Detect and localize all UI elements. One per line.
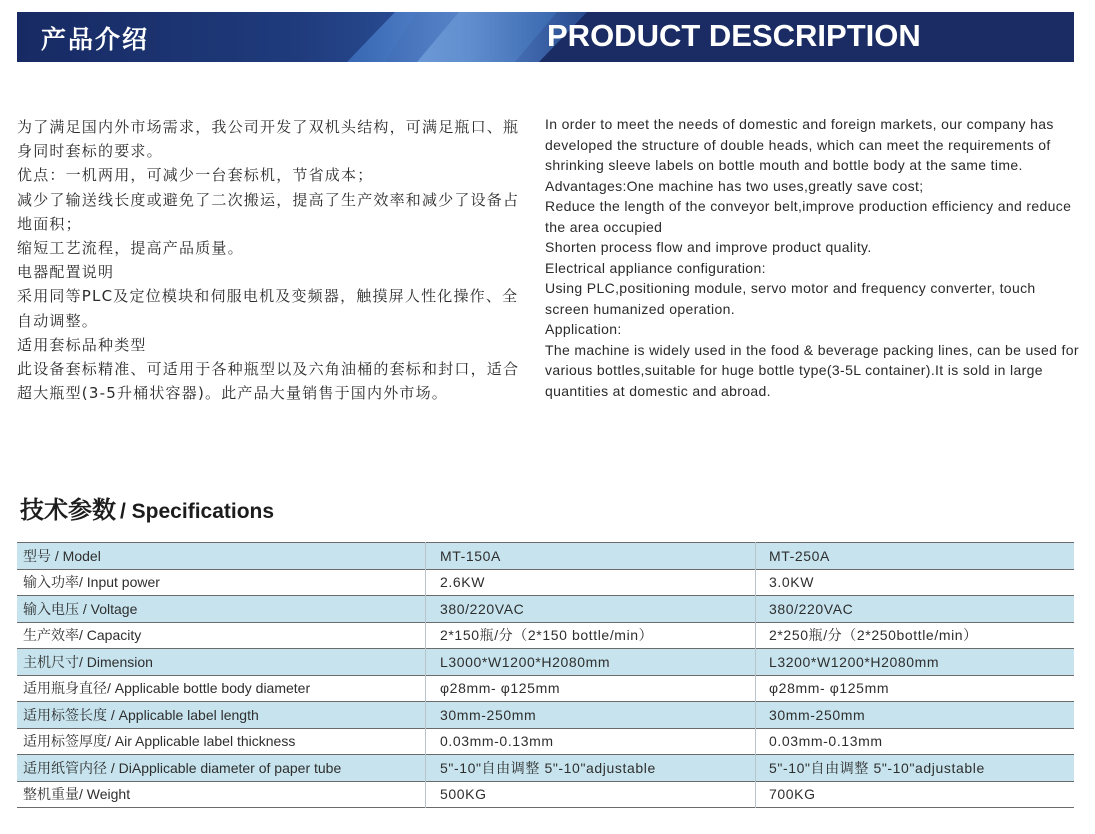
specifications-heading-cn: 技术参数 [20,496,116,524]
spec-label: 整机重量/ Weight [17,781,426,808]
spec-value-mt150a: 2*150瓶/分（2*150 bottle/min） [426,622,756,649]
table-row [17,622,1074,649]
spec-label: 适用瓶身直径/ Applicable bottle body diameter [17,675,426,702]
en-paragraph: In order to meet the needs of domestic and foreign markets, our company has developed the structure of double heads, which can meet the requirements of shrinking sleeve labels on bottle mouth and bottle body at the same time. [545,116,1054,173]
specifications-heading-en: / Specifications [120,500,275,523]
en-paragraph: Advantages:One machine has two uses,greatly save cost; [545,177,924,194]
spec-label: 输入功率/ Input power [17,569,426,596]
spec-value-mt150a: MT-150A [426,543,756,570]
en-section-title: PRODUCT DESCRIPTION [547,18,921,53]
en-paragraph: Electrical appliance configuration: [545,259,766,276]
table-row [17,596,1074,623]
cn-paragraph: 采用同等PLC及定位模块和伺服电机及变频器，触摸屏人性化操作、全自动调整。 [17,287,519,330]
en-paragraph: Using PLC,positioning module, servo motor and frequency converter, touch screen humanized operation. [545,280,1036,317]
spec-value-mt250a: 700KG [756,781,1075,808]
spec-value-mt150a: 30mm-250mm [426,702,756,729]
spec-value-mt250a: L3200*W1200*H2080mm [756,649,1075,676]
spec-value-mt250a: φ28mm- φ125mm [756,675,1075,702]
cn-paragraph: 缩短工艺流程，提高产品质量。 [17,239,244,258]
header-banner [17,12,1074,62]
en-description [545,114,1080,401]
en-paragraph: The machine is widely used in the food & beverage packing lines, can be used for various bottles,suitable for huge bottle type(3-5L container).It is sold in large quantities at domestic and abroad. [545,341,1079,399]
cn-description [17,115,522,405]
cn-paragraph: 优点：一机两用，可减少一台套标机，节省成本； [17,166,374,185]
cn-paragraph: 电器配置说明 [17,263,115,282]
spec-label: 输入电压 / Voltage [17,596,426,623]
spec-value-mt250a: 30mm-250mm [756,702,1075,729]
en-paragraph: Reduce the length of the conveyor belt,improve production efficiency and reduce the area occupied [545,198,1072,235]
table-row [17,755,1074,782]
spec-value-mt150a: 5"-10"自由调整 5"-10"adjustable [426,755,756,782]
spec-value-mt250a: 2*250瓶/分（2*250bottle/min） [756,622,1075,649]
cn-paragraph: 适用套标品种类型 [17,335,147,354]
spec-label: 主机尺寸/ Dimension [17,649,426,676]
spec-value-mt250a: 380/220VAC [756,596,1075,623]
specifications-heading [20,490,274,530]
spec-value-mt250a: 3.0KW [756,569,1075,596]
table-row [17,675,1074,702]
cn-section-title: 产品介绍 [41,25,150,54]
spec-label: 适用纸管内径 / DiApplicable diameter of paper tube [17,755,426,782]
cn-paragraph: 为了满足国内外市场需求，我公司开发了双机头结构，可满足瓶口、瓶身同时套标的要求。 [17,118,520,161]
cn-paragraph: 减少了输送线长度或避免了二次搬运，提高了生产效率和减少了设备占地面积； [17,190,520,233]
en-paragraph: Shorten process flow and improve product quality. [545,239,872,255]
spec-value-mt250a: MT-250A [756,543,1075,570]
table-row [17,569,1074,596]
spec-label: 型号 / Model [17,543,426,570]
table-row [17,543,1074,570]
spec-value-mt150a: φ28mm- φ125mm [426,675,756,702]
spec-label: 适用标签长度 / Applicable label length [17,702,426,729]
spec-label: 生产效率/ Capacity [17,622,426,649]
table-row [17,649,1074,676]
spec-value-mt150a: 500KG [426,781,756,808]
table-row [17,702,1074,729]
cn-paragraph: 此设备套标精准、可适用于各种瓶型以及六角油桶的套标和封口，适合超大瓶型(3-5升桶状容器)。此产品大量销售于国内外市场。 [17,360,520,403]
spec-value-mt150a: 380/220VAC [426,596,756,623]
spec-value-mt150a: 2.6KW [426,569,756,596]
en-paragraph: Application: [545,321,622,337]
spec-label: 适用标签厚度/ Air Applicable label thickness [17,728,426,755]
spec-value-mt150a: 0.03mm-0.13mm [426,728,756,755]
table-row [17,728,1074,755]
spec-value-mt150a: L3000*W1200*H2080mm [426,649,756,676]
specifications-table [17,542,1074,808]
spec-value-mt250a: 5"-10"自由调整 5"-10"adjustable [756,755,1075,782]
table-row [17,781,1074,808]
spec-value-mt250a: 0.03mm-0.13mm [756,728,1075,755]
